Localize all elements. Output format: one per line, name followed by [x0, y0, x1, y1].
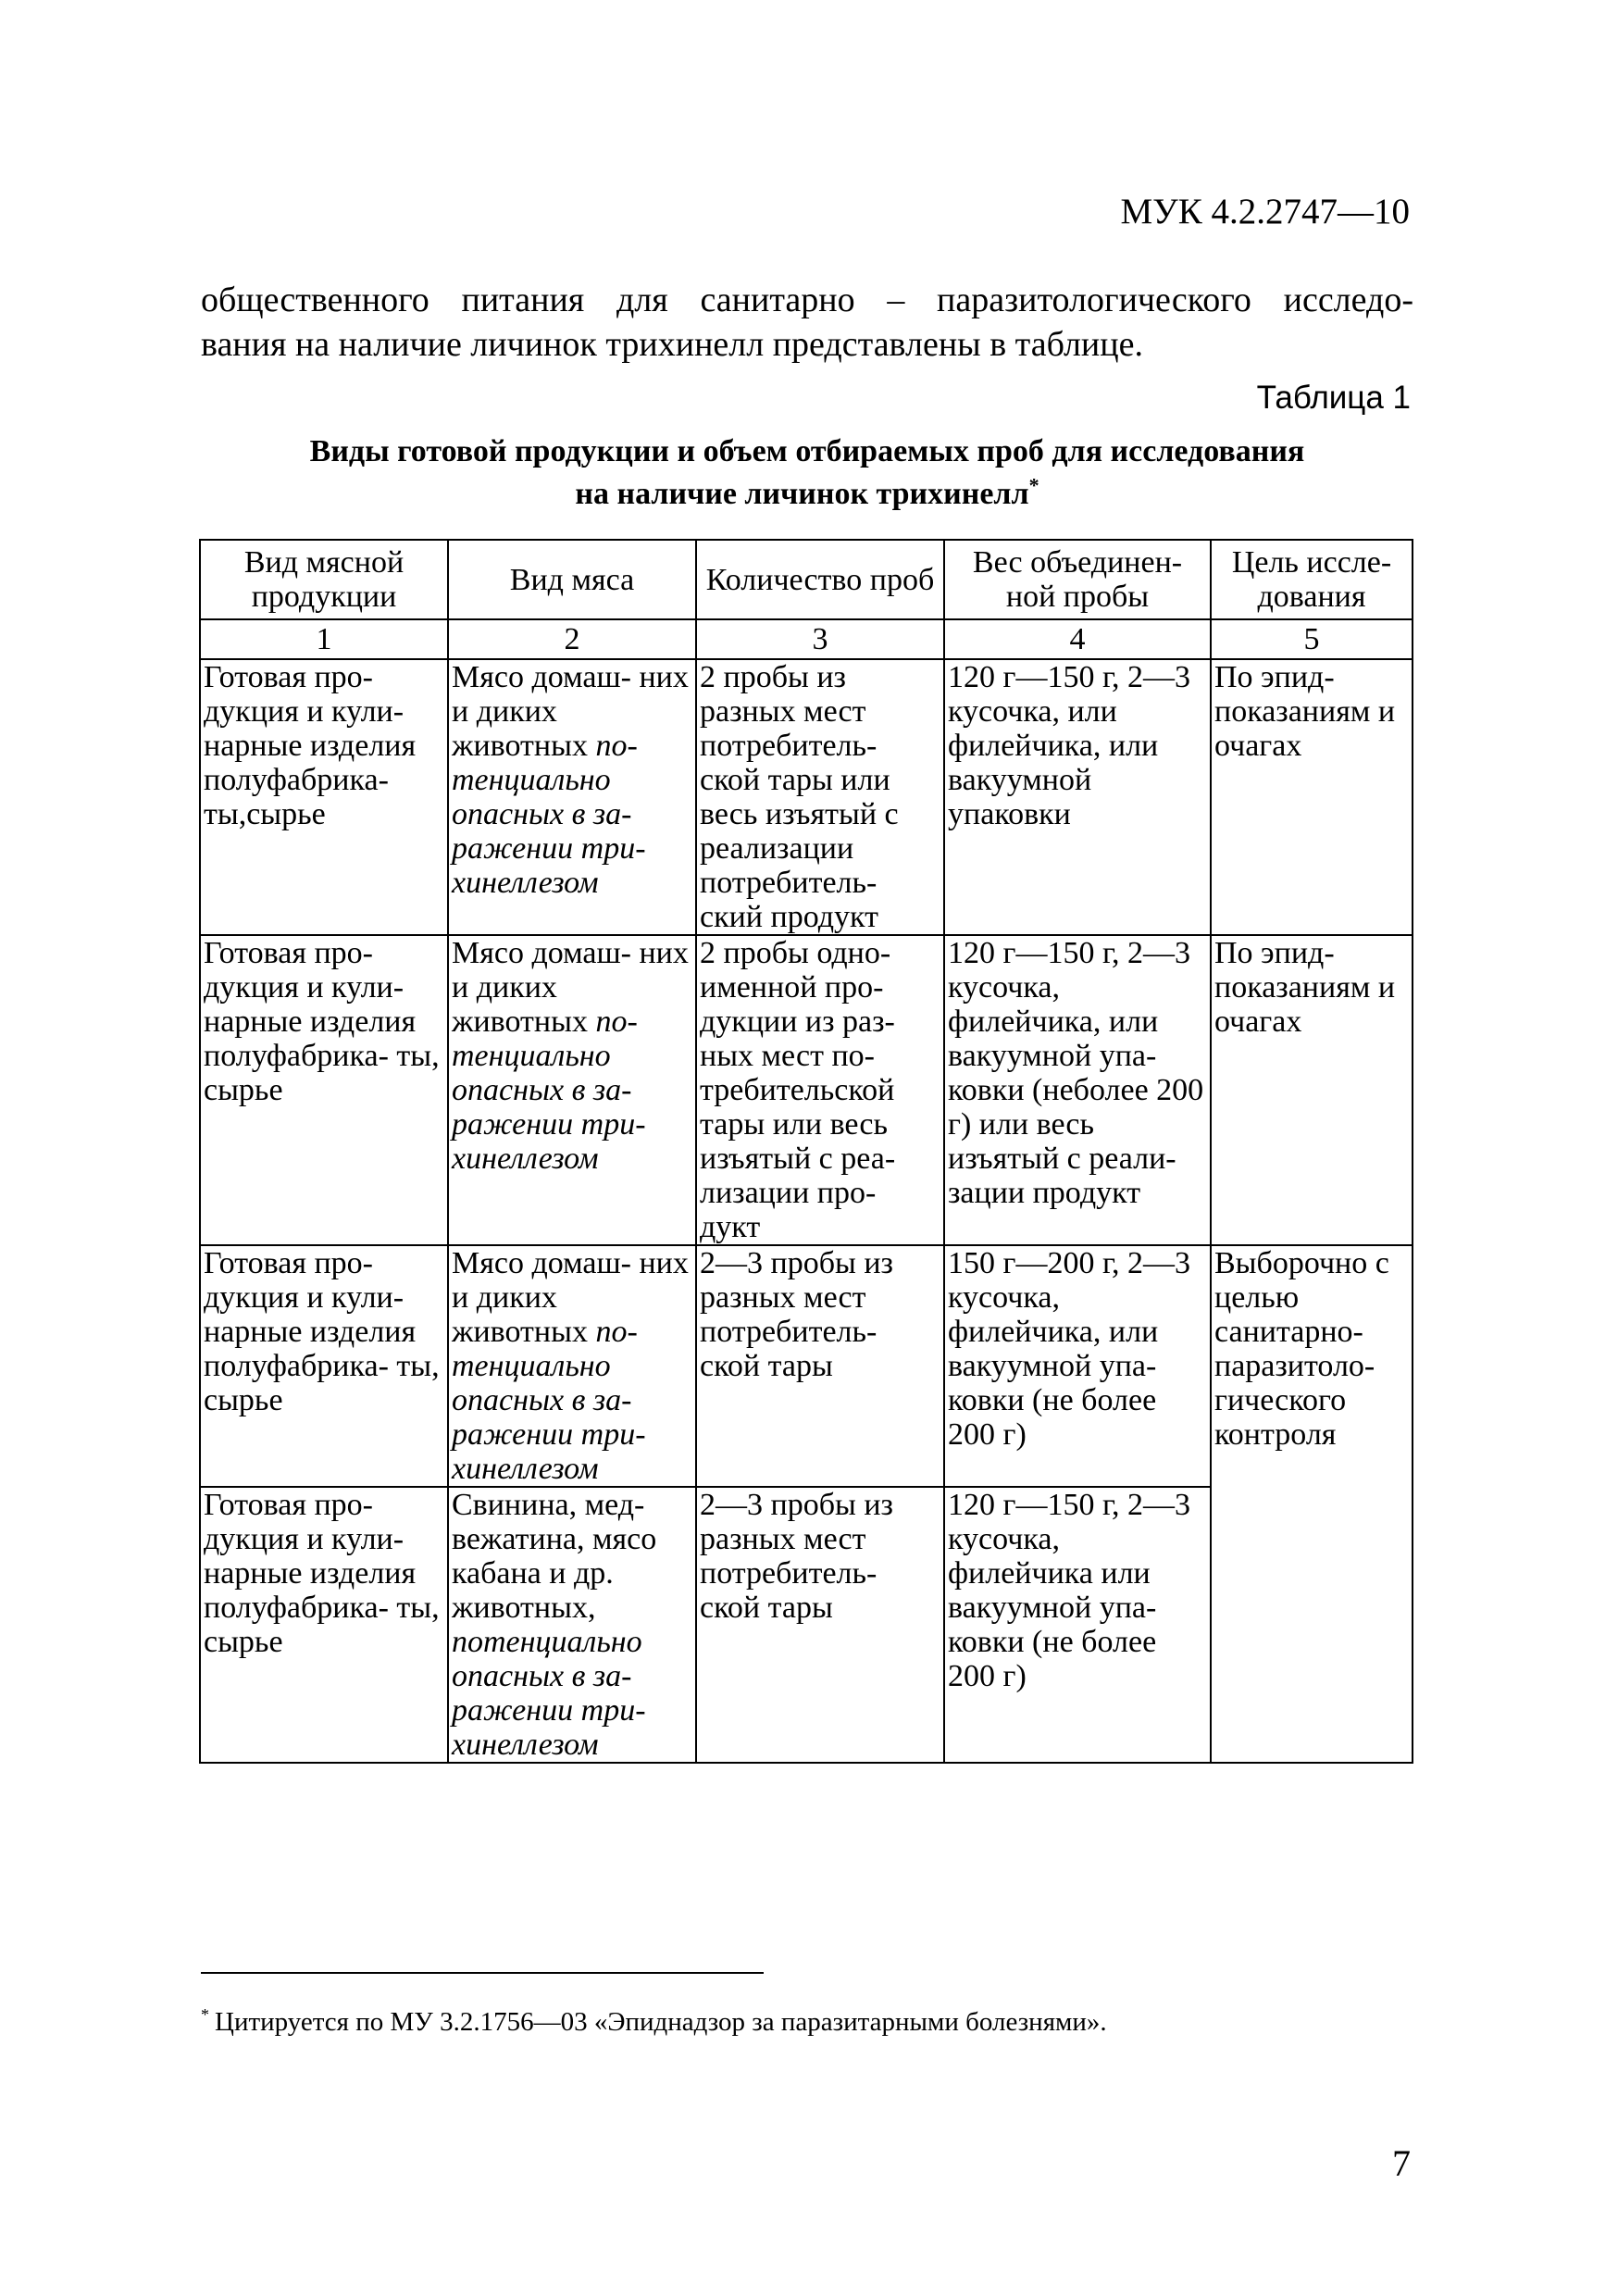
cell-weight: 150 г—200 г, 2—3 кусочка, филейчика, или вакуумной упа- ковки (не более 200 г) [944, 1245, 1211, 1487]
table-row [200, 1245, 1413, 1487]
intro-line-1: общественного питания для санитарно – паразитологического исследо- [201, 281, 1413, 319]
cell-purpose: По эпид- показаниям и очагах [1211, 659, 1413, 935]
footnote [201, 2004, 1413, 2040]
cell-meat-plain: Свинина, мед- вежатина, мясо кабана и др. животных, [452, 1488, 657, 1625]
header-purpose: Цель иссле- дования [1211, 540, 1413, 619]
table-title-line-2-text: на наличие личинок трихинелл [575, 477, 1029, 511]
cell-samples: 2 пробы одно- именной про- дукции из раз- ных мест по- требительской тары или весь изъятый с реа- лизации про- дукт [696, 935, 944, 1245]
footnote-divider [201, 1972, 764, 1974]
table-row [200, 935, 1413, 1245]
cell-meat-plain: Мясо домаш- них и диких животных [452, 936, 689, 1039]
cell-meat [448, 1245, 696, 1487]
cell-meat [448, 1487, 696, 1763]
cell-weight: 120 г—150 г, 2—3 кусочка, филейчика или вакуумной упа- ковки (не более 200 г) [944, 1487, 1211, 1763]
table-header-row [200, 540, 1413, 619]
column-number: 3 [696, 619, 944, 659]
cell-weight: 120 г—150 г, 2—3 кусочка, филейчика, или вакуумной упа- ковки (неболее 200 г) или весь изъятый с реали- зации продукт [944, 935, 1211, 1245]
footnote-text: Цитируется по МУ 3.2.1756—03 «Эпиднадзор за паразитарными болезнями». [215, 2007, 1107, 2037]
column-number-row [200, 619, 1413, 659]
cell-samples: 2—3 пробы из разных мест потребитель- ской тары [696, 1487, 944, 1763]
header-product-type: Вид мясной продукции [200, 540, 448, 619]
intro-paragraph [201, 278, 1413, 367]
table-title-line-2 [201, 473, 1413, 516]
table-row [200, 659, 1413, 935]
document-code: МУК 4.2.2747—10 [1120, 192, 1410, 231]
cell-product: Готовая про- дукция и кули- нарные изделия полуфабрика- ты, сырье [200, 1487, 448, 1763]
cell-samples: 2 пробы из разных мест потребитель- ской тары или весь изъятый с реализации потребитель- ский продукт [696, 659, 944, 935]
cell-product: Готовая про- дукция и кули- нарные изделия полуфабрика- ты, сырье [200, 1245, 448, 1487]
intro-line-2: вания на наличие личинок трихинелл представлены в таблице. [201, 325, 1143, 364]
cell-meat-plain: Мясо домаш- них и диких животных [452, 660, 689, 763]
page-number: 7 [1392, 2142, 1411, 2184]
cell-meat-italic: по- тенциально опасных в за- ражении три- хинеллезом [452, 1315, 646, 1486]
header-combined-weight: Вес объединен- ной пробы [944, 540, 1211, 619]
cell-meat-italic: по- тенциально опасных в за- ражении три- хинеллезом [452, 729, 646, 900]
table-title-line-1: Виды готовой продукции и объем отбираемых проб для исследования [309, 434, 1305, 468]
header-sample-count: Количество проб [696, 540, 944, 619]
cell-meat-italic: по- тенциально опасных в за- ражении три- хинеллезом [452, 1004, 646, 1176]
cell-meat-plain: Мясо домаш- них и диких животных [452, 1246, 689, 1349]
table-title [201, 430, 1413, 516]
cell-weight: 120 г—150 г, 2—3 кусочка, или филейчика, или вакуумной упаковки [944, 659, 1211, 935]
cell-samples: 2—3 пробы из разных мест потребитель- ской тары [696, 1245, 944, 1487]
cell-product: Готовая про- дукция и кули- нарные изделия полуфабрика- ты,сырье [200, 659, 448, 935]
cell-product: Готовая про- дукция и кули- нарные изделия полуфабрика- ты, сырье [200, 935, 448, 1245]
column-number: 1 [200, 619, 448, 659]
cell-meat-italic: потенциально опасных в за- ражении три- хинеллезом [452, 1625, 646, 1762]
column-number: 2 [448, 619, 696, 659]
cell-purpose: Выборочно с целью санитарно- паразитоло- гического контроля [1211, 1245, 1413, 1763]
column-number: 4 [944, 619, 1211, 659]
footnote-reference-mark: * [1028, 473, 1039, 497]
table-number: Таблица 1 [1256, 380, 1411, 416]
cell-purpose: По эпид- показаниям и очагах [1211, 935, 1413, 1245]
column-number: 5 [1211, 619, 1413, 659]
cell-meat [448, 935, 696, 1245]
cell-meat [448, 659, 696, 935]
footnote-mark: * [201, 2005, 209, 2025]
samples-table [199, 539, 1413, 1764]
header-meat-type: Вид мяса [448, 540, 696, 619]
